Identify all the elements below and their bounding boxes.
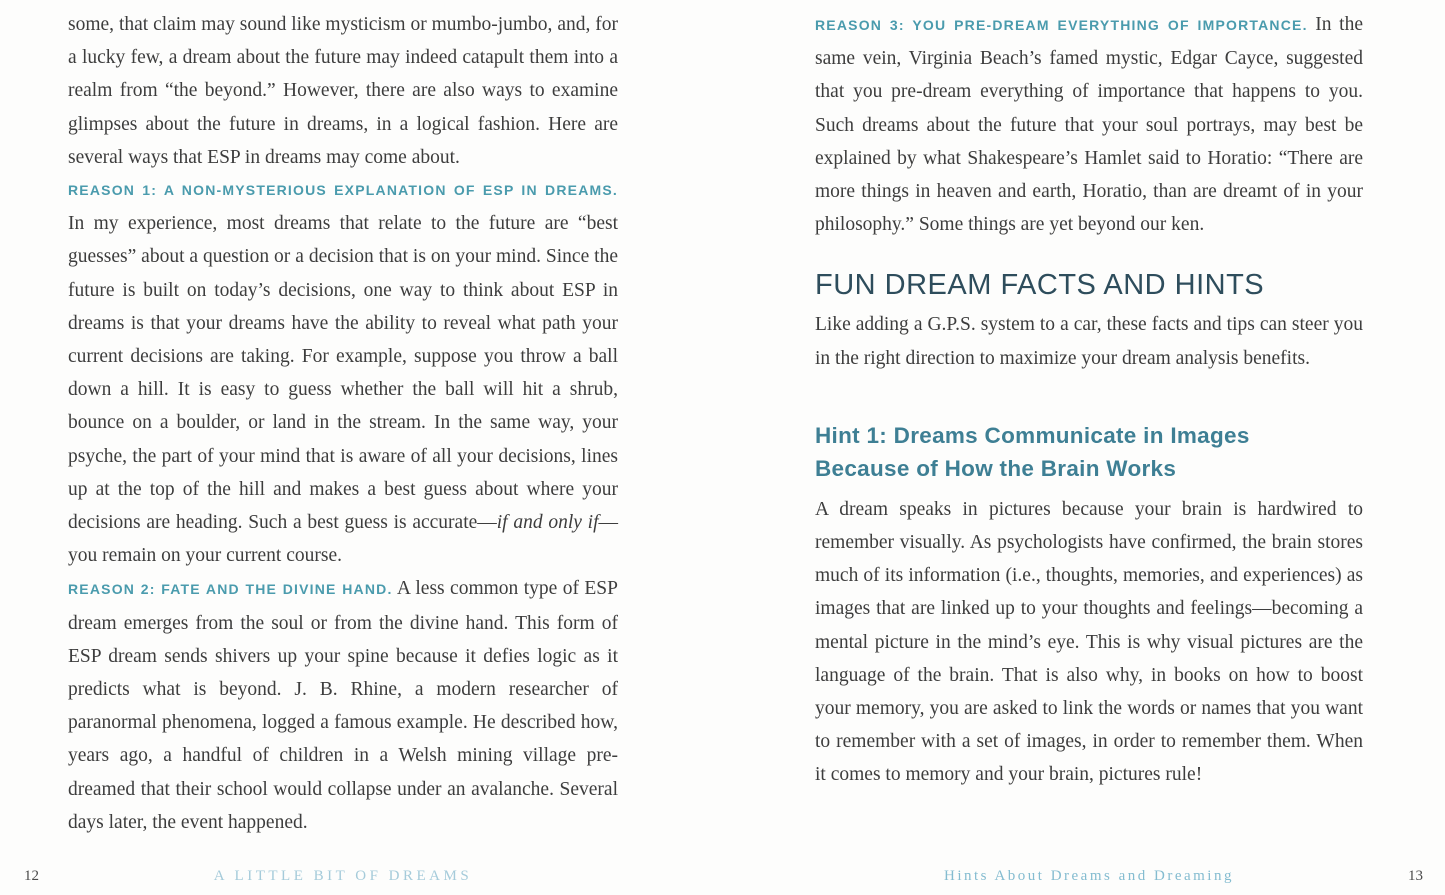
- reason1-heading: REASON 1: A NON-MYSTERIOUS EXPLANATION OF ESP IN DREAMS.: [68, 182, 618, 199]
- reason1-paragraph: [68, 174, 618, 572]
- page-left: [68, 8, 618, 839]
- section-heading-fun-dream-facts: FUN DREAM FACTS AND HINTS: [815, 269, 1265, 302]
- hint1-heading-line1: Hint 1: Dreams Communicate in Images: [815, 422, 1250, 448]
- running-title-right: Hints About Dreams and Dreaming: [944, 868, 1234, 884]
- running-title-left: A LITTLE BIT OF DREAMS: [213, 868, 473, 884]
- reason2-paragraph: [68, 572, 618, 839]
- reason2-heading: REASON 2: FATE AND THE DIVINE HAND.: [68, 581, 393, 598]
- page-number-right: 13: [1408, 868, 1423, 884]
- page-right: [815, 8, 1363, 792]
- reason1-italic-phrase: if and only if: [496, 512, 599, 534]
- intro-paragraph: some, that claim may sound like mysticism or mumbo-jumbo, and, for a lucky few, a dream about the future may indeed catapult them into a realm from “the beyond.” However, there are also ways to examine glimpses about the future in dreams, in a logical fashion. Here are several ways that ESP in dreams may come about.: [68, 14, 618, 168]
- reason1-body-end: —you remain on your current course.: [68, 512, 618, 567]
- hint1-paragraph: A dream speaks in pictures because your brain is hardwired to remember visually. As psychologists have confirmed, the brain stores much of its information (i.e., thoughts, memories, and experiences) as images that are linked up to your thoughts and feelings—becoming a mental picture in the mind’s eye. This is why visual pictures are the language of the brain. That is also why, in books on how to boost your memory, you are asked to link the words or names that you want to remember with a set of images, in order to remember them. When it comes to memory and your brain, pictures rule!: [815, 498, 1363, 786]
- section-intro-paragraph: Like adding a G.P.S. system to a car, these facts and tips can steer you in the right direction to maximize your dream analysis benefits.: [815, 314, 1363, 369]
- reason1-body-start: In my experience, most dreams that relate to the future are “best guesses” about a question or a decision that is on your mind. Since the future is built on today’s decisions, one way to think about ESP in dreams is that your dreams have the ability to reveal what path your current decisions are taking. For example, suppose you throw a ball down a hill. It is easy to guess whether the ball will hit a shrub, bounce on a boulder, or land in the stream. In the same way, your psyche, the part of your mind that is aware of all your decisions, lines up at the top of the hill and makes a best guess about where your decisions are heading. Such a best guess is accurate—: [68, 213, 618, 534]
- reason3-paragraph: [815, 8, 1363, 241]
- reason3-heading: REASON 3: YOU PRE-DREAM EVERYTHING OF IMPORTANCE.: [815, 17, 1308, 33]
- hint1-heading: [815, 419, 1363, 485]
- reason3-body: In the same vein, Virginia Beach’s famed mystic, Edgar Cayce, suggested that you pre-dream everything of importance that happens to you. Such dreams about the future that your soul portrays, may best be explained by what Shakespeare’s Hamlet said to Horatio: “There are more things in heaven and earth, Horatio, than are dreamt of in your philosophy.” Some things are yet beyond our ken.: [815, 14, 1363, 236]
- reason2-body: A less common type of ESP dream emerges from the soul or from the divine hand. This form of ESP dream sends shivers up your spine because it defies logic as it predicts what is beyond. J. B. Rhine, a modern researcher of paranormal phenomena, logged a famous example. He described how, years ago, a handful of children in a Welsh mining village pre-dreamed that their school would collapse under an avalanche. Several days later, the event happened.: [68, 578, 618, 833]
- page-number-left: 12: [24, 868, 39, 884]
- hint1-heading-line2: Because of How the Brain Works: [815, 455, 1177, 481]
